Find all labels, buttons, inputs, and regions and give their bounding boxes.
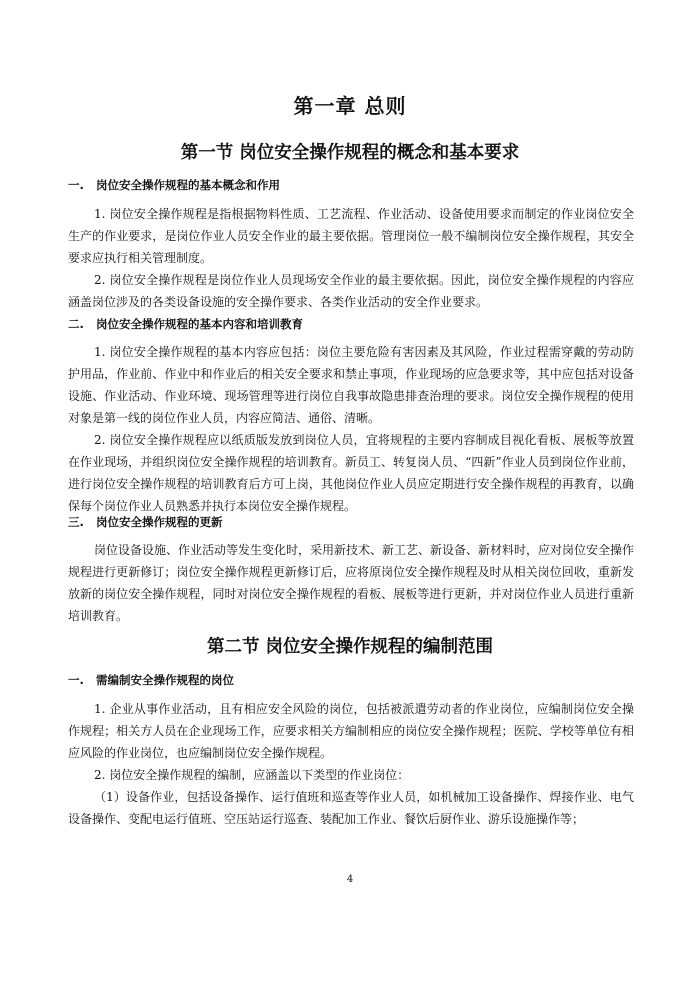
page-number: 4	[346, 874, 354, 885]
section-title-1: 第一节 岗位安全操作规程的概念和基本要求	[180, 143, 520, 163]
paragraph: 1. 岗位安全操作规程是指根据物料性质、工艺流程、作业活动、设备使用要求而制定的作业岗位安全生产的作业要求，是岗位作业人员安全作业的最主要依据。管理岗位一般不编制岗位安全操作规程，其安全要求应执行相关管理制度。	[68, 207, 634, 265]
subsection-title: 需编制安全操作规程的岗位	[96, 673, 234, 687]
subsection-heading	[68, 176, 634, 194]
subsection-title: 岗位安全操作规程的基本概念和作用	[96, 178, 280, 192]
subsection-heading	[68, 671, 634, 689]
paragraph: 2. 岗位安全操作规程应以纸质版发放到岗位人员，宜将规程的主要内容制成目视化看板、展板等放置在作业现场，并组织岗位安全操作规程的培训教育。新员工、转复岗人员、“四新”作业人员到岗位作业前，进行岗位安全操作规程的培训教育后方可上岗，其他岗位作业人员应定期进行安全操作规程的再教育，以确保每个岗位作业人员熟悉并执行本岗位安全操作规程。	[68, 433, 634, 513]
paragraph: 1. 企业从事作业活动，且有相应安全风险的岗位，包括被派遣劳动者的作业岗位，应编制岗位安全操作规程；相关方人员在企业现场工作，应要求相关方编制相应的岗位安全操作规程；医院、学校等单位有相应风险的作业岗位，也应编制岗位安全操作规程。	[68, 702, 634, 760]
subsection-number: 三.	[68, 515, 84, 529]
subsection-number: 二.	[68, 317, 84, 331]
paragraph: 岗位设备设施、作业活动等发生变化时，采用新技术、新工艺、新设备、新材料时，应对岗位安全操作规程进行更新修订；岗位安全操作规程更新修订后，应将原岗位安全操作规程及时从相关岗位回收，重新发放新的岗位安全操作规程，同时对岗位安全操作规程的看板、展板等进行更新，并对岗位作业人员进行重新培训教育。	[68, 543, 635, 623]
paragraph: 1. 岗位安全操作规程的基本内容应包括：岗位主要危险有害因素及其风险，作业过程需穿戴的劳动防护用品，作业前、作业中和作业后的相关安全要求和禁止事项，作业现场的应急要求等，其中应包括对设备设施、作业活动、作业环境、现场管理等进行岗位自我事故隐患排查治理的要求。岗位安全操作规程的使用对象是第一线的岗位作业人员，内容应简洁、通俗、清晰。	[68, 345, 634, 425]
subsection-title: 岗位安全操作规程的更新	[96, 515, 223, 529]
subsection-heading	[68, 315, 634, 333]
subsection-number: 一.	[68, 673, 84, 687]
subsection-number: 一.	[68, 178, 84, 192]
subsection-title: 岗位安全操作规程的基本内容和培训教育	[96, 317, 303, 331]
section-title-2: 第二节 岗位安全操作规程的编制范围	[206, 637, 494, 657]
paragraph: 2. 岗位安全操作规程的编制，应涵盖以下类型的作业岗位：	[94, 768, 410, 782]
subsection-heading	[68, 513, 634, 531]
chapter-title: 第一章 总则	[293, 94, 407, 118]
paragraph: 2. 岗位安全操作规程是岗位作业人员现场安全作业的最主要依据。因此，岗位安全操作规程的内容应涵盖岗位涉及的各类设备设施的安全操作要求、各类作业活动的安全作业要求。	[68, 273, 634, 309]
paragraph: （1）设备作业，包括设备操作、运行值班和巡查等作业人员，如机械加工设备操作、焊接作业、电气设备操作、变配电运行值班、空压站运行巡查、装配加工作业、餐饮后厨作业、游乐设施操作等；	[68, 790, 634, 826]
